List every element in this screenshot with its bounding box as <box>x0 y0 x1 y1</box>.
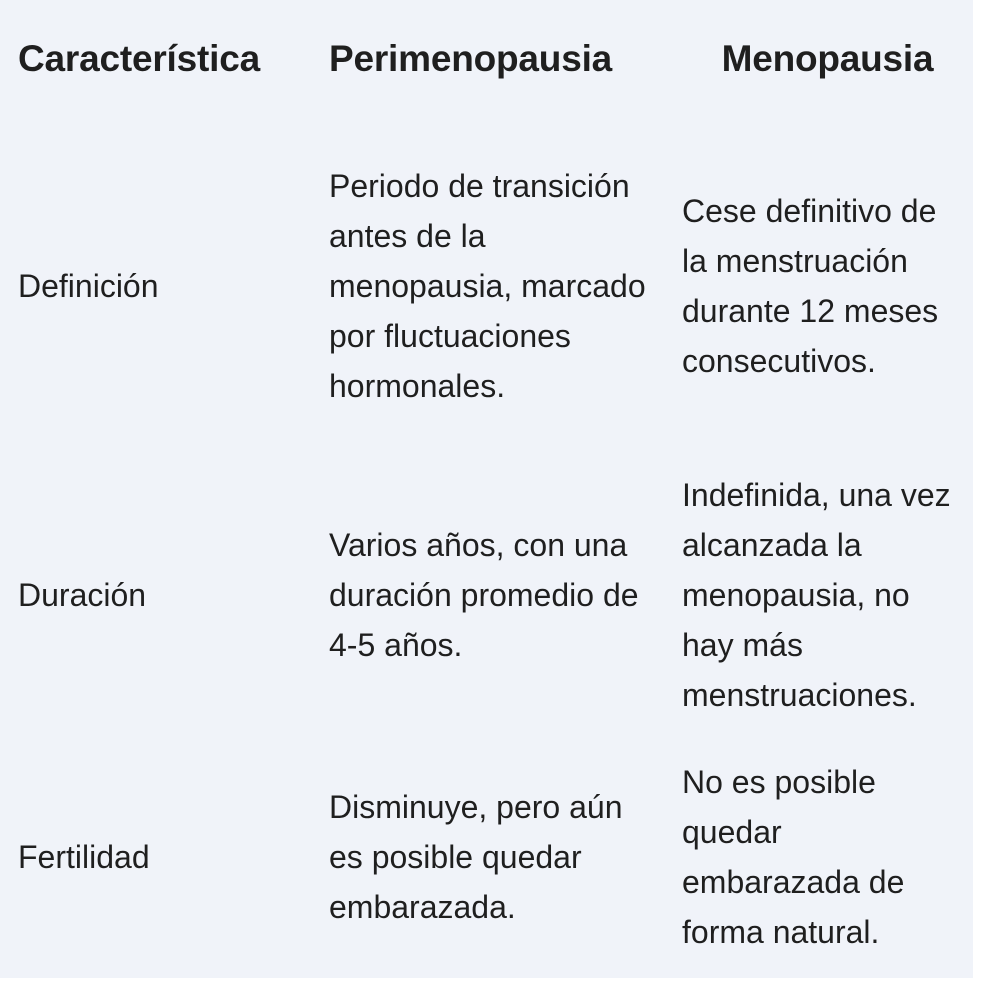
cell-menopausia-fertilidad: No es posible quedar embarazada de forma natural. <box>682 764 905 950</box>
row-label-duracion: Duración <box>18 577 147 613</box>
header-perimenopausia: Perimenopausia <box>329 38 613 79</box>
cell-perimenopausia-fertilidad: Disminuye, pero aún es posible quedar embarazada. <box>329 789 623 925</box>
header-caracteristica: Característica <box>18 38 260 79</box>
cell-perimenopausia-definicion: Periodo de transición antes de la menopausia, marcado por fluctuaciones hormonales. <box>329 168 646 404</box>
header-row <box>0 0 973 118</box>
cell-menopausia-definicion: Cese definitivo de la menstruación durante 12 meses consecutivos. <box>682 193 939 379</box>
cell-menopausia-duracion: Indefinida, una vez alcanzada la menopausia, no hay más menstruaciones. <box>682 477 951 713</box>
row-label-fertilidad: Fertilidad <box>18 839 150 875</box>
table-row <box>0 118 973 454</box>
header-menopausia: Menopausia <box>721 38 934 79</box>
table-row <box>0 454 973 736</box>
cell-perimenopausia-duracion: Varios años, con una duración promedio de 4-5 años. <box>329 527 639 663</box>
row-label-definicion: Definición <box>18 268 159 304</box>
table-row <box>0 736 973 978</box>
